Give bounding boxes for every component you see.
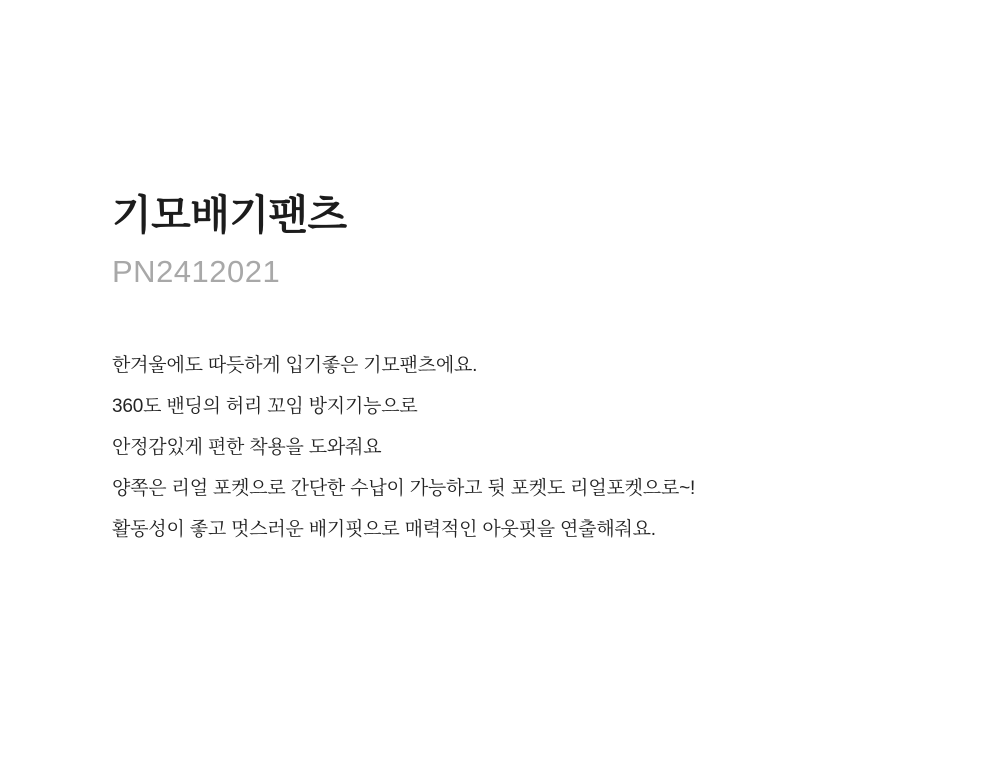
description-line: 활동성이 좋고 멋스러운 배기핏으로 매력적인 아웃핏을 연출해줘요. bbox=[112, 519, 656, 541]
description-line: 안정감있게 편한 착용을 도와줘요 bbox=[112, 437, 382, 459]
description-line: 360도 밴딩의 허리 꼬임 방지기능으로 bbox=[112, 396, 418, 418]
product-description bbox=[112, 356, 912, 539]
product-info-block bbox=[112, 190, 912, 539]
description-line: 한겨울에도 따듯하게 입기좋은 기모팬츠에요. bbox=[112, 355, 478, 377]
product-code: PN2412021 bbox=[112, 254, 281, 290]
description-line: 양쪽은 리얼 포켓으로 간단한 수납이 가능하고 뒷 포켓도 리얼포켓으로~! bbox=[112, 478, 696, 500]
page-title: 기모배기팬츠 bbox=[112, 192, 347, 238]
